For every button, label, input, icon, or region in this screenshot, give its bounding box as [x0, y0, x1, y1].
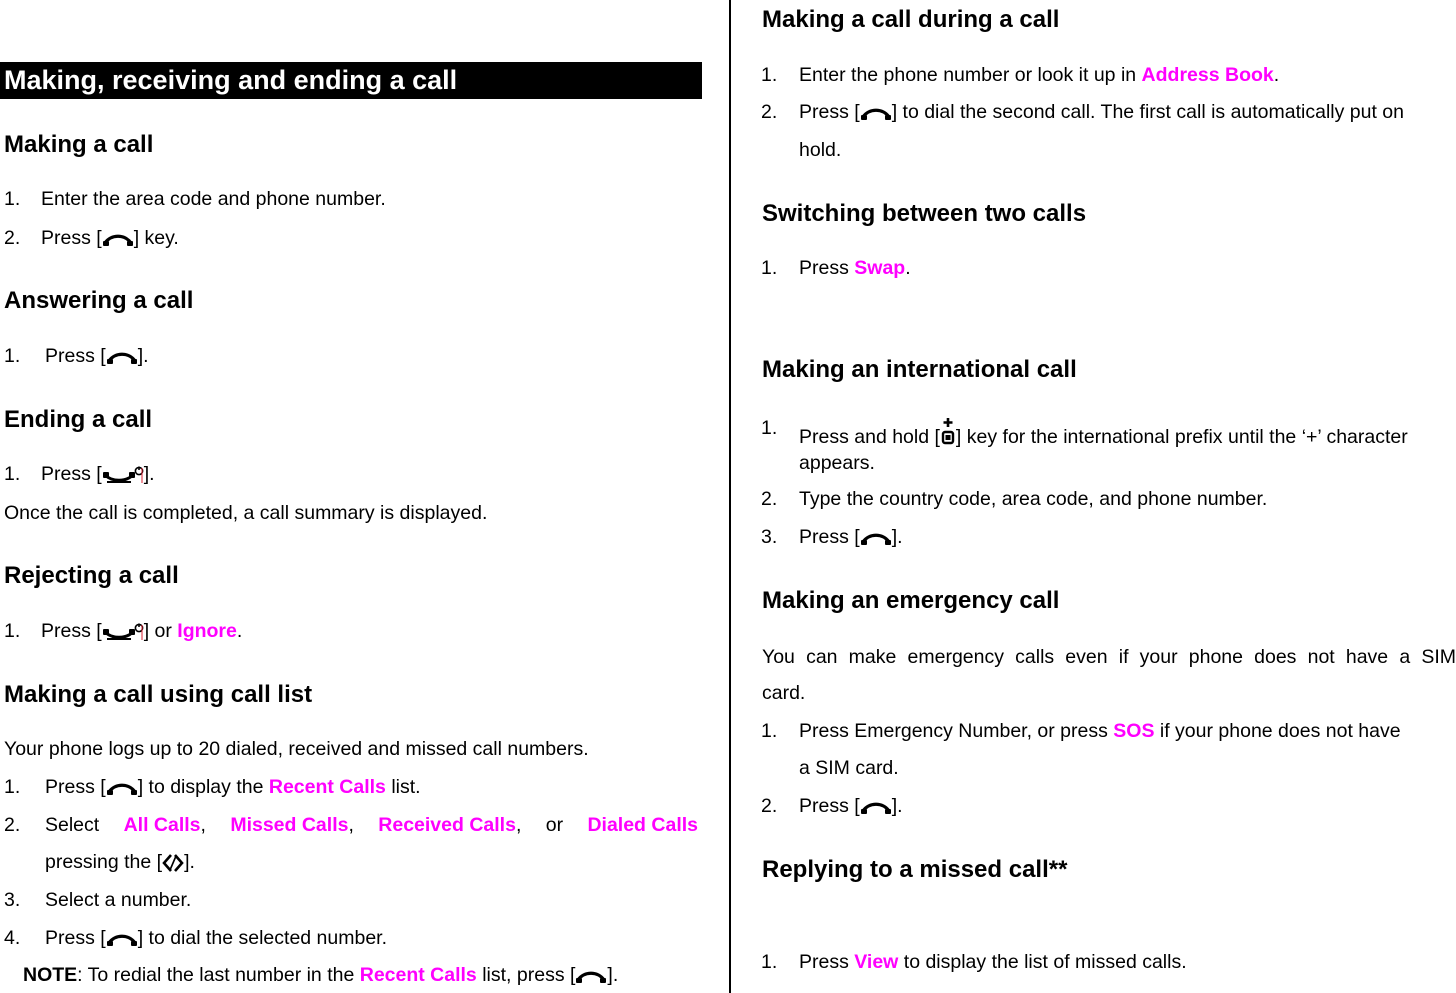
step-text-continuation — [45, 851, 195, 874]
step-text-continuation: appears. — [799, 452, 875, 474]
step-text-pre: Press [ — [41, 227, 102, 249]
column-divider — [729, 0, 731, 993]
note-text-pre: : To redial the last number in the — [77, 964, 360, 986]
step-number: 1. — [4, 345, 21, 367]
step-text — [41, 463, 155, 486]
received-calls-label: Received Calls — [378, 814, 516, 836]
step-text-mid: ] or — [143, 620, 178, 642]
step-text: Select a number. — [45, 889, 192, 911]
step-number: 2. — [4, 227, 21, 249]
redial-note — [23, 964, 618, 987]
end-key-icon — [102, 622, 144, 642]
step-text-pre: Press and hold [ — [799, 426, 940, 448]
step-text-pre: Press [ — [45, 345, 106, 367]
step-number: 1. — [4, 776, 21, 798]
section-banner: Making, receiving and ending a call — [0, 62, 702, 99]
send-key-icon — [860, 104, 892, 122]
nav-key-icon — [162, 853, 184, 873]
step-text-pre: Press — [799, 257, 855, 279]
heading-switching-calls: Switching between two calls — [762, 200, 1087, 227]
note-text-post: ]. — [607, 964, 619, 986]
step-text — [41, 227, 179, 250]
step-text-pre: Press [ — [799, 795, 860, 817]
step-text-pre: Press — [799, 951, 855, 973]
step-text — [45, 927, 387, 950]
step-text-post: . — [236, 620, 243, 642]
step-text-post: list. — [385, 776, 421, 798]
heading-rejecting-a-call: Rejecting a call — [4, 562, 179, 589]
step-number: 1. — [761, 257, 778, 279]
step-text — [799, 257, 911, 280]
dialed-calls-label: Dialed Calls — [587, 814, 698, 836]
step-number: 1. — [4, 188, 21, 210]
heading-answering-a-call: Answering a call — [4, 287, 194, 314]
step-text-pre: Enter the phone number or look it up in — [799, 64, 1142, 86]
heading-call-during-call: Making a call during a call — [762, 6, 1060, 33]
step-text — [799, 795, 903, 818]
step-text-post: ]. — [891, 526, 903, 548]
heading-missed-call: Replying to a missed call** — [762, 856, 1068, 883]
step-text-post: ]. — [891, 795, 903, 817]
end-key-icon — [102, 465, 144, 485]
step-text-pre: Select — [45, 814, 100, 836]
right-column — [732, 0, 1456, 993]
send-key-icon — [106, 348, 138, 366]
ignore-softkey-label: Ignore — [177, 620, 237, 642]
step-number: 3. — [4, 889, 21, 911]
note-text-mid: list, press [ — [476, 964, 576, 986]
step-number: 1. — [761, 64, 778, 86]
step-text-pre: Press [ — [799, 101, 860, 123]
send-key-icon — [860, 798, 892, 816]
recent-calls-label: Recent Calls — [359, 964, 477, 986]
step-number: 2. — [761, 795, 778, 817]
step-text-pre: Press [ — [45, 776, 106, 798]
step-text-pre: Press Emergency Number, or press — [799, 720, 1114, 742]
heading-making-a-call: Making a call — [4, 131, 154, 158]
step-number: 1. — [4, 463, 21, 485]
send-key-icon — [575, 967, 607, 985]
send-key-icon — [102, 230, 134, 248]
emergency-intro-continuation: card. — [762, 682, 806, 704]
send-key-icon — [106, 930, 138, 948]
step-number: 1. — [761, 951, 778, 973]
emergency-intro: You can make emergency calls even if your phone does not have a SIM — [762, 646, 1456, 668]
all-calls-label: All Calls — [123, 814, 201, 836]
address-book-label: Address Book — [1141, 64, 1274, 86]
send-key-icon — [106, 779, 138, 797]
step-text — [799, 720, 1401, 743]
recent-calls-label: Recent Calls — [268, 776, 386, 798]
step-number: 2. — [4, 814, 21, 836]
missed-calls-label: Missed Calls — [230, 814, 349, 836]
ending-note: Once the call is completed, a call summary is displayed. — [4, 502, 488, 524]
step-text-pre: Press [ — [799, 526, 860, 548]
step-text-pre: pressing the [ — [45, 851, 163, 873]
step-number: 1. — [761, 417, 778, 439]
sos-softkey-label: SOS — [1113, 720, 1155, 742]
heading-call-list: Making a call using call list — [4, 681, 313, 708]
note-label: NOTE — [23, 964, 78, 986]
step-text-post: ] to dial the second call. The first call is automatically put on — [891, 101, 1405, 123]
step-number: 2. — [761, 101, 778, 123]
zero-plus-key-icon — [940, 417, 956, 447]
step-text-post: ]. — [137, 345, 149, 367]
step-text-pre: Press [ — [45, 927, 106, 949]
step-number: 2. — [761, 488, 778, 510]
step-text-post: ]. — [184, 851, 195, 873]
step-number: 1. — [4, 620, 21, 642]
step-text — [799, 417, 1408, 449]
left-column — [0, 0, 704, 993]
swap-softkey-label: Swap — [854, 257, 906, 279]
step-number: 3. — [761, 526, 778, 548]
call-list-intro: Your phone logs up to 20 dialed, received and missed call numbers. — [4, 738, 589, 760]
step-text-post: ] key for the international prefix until the ‘+’ character — [955, 426, 1408, 448]
step-text-post: ] to dial the selected number. — [137, 927, 388, 949]
step-text-continuation: hold. — [799, 139, 842, 161]
heading-emergency-call: Making an emergency call — [762, 587, 1060, 614]
step-text-post: to display the list of missed calls. — [898, 951, 1187, 973]
step-text — [45, 776, 421, 799]
step-text-or: or — [545, 814, 564, 836]
step-text-post: ]. — [143, 463, 155, 485]
step-text: Type the country code, area code, and phone number. — [799, 488, 1268, 510]
step-text-post: if your phone does not have — [1154, 720, 1401, 742]
step-text-post: . — [1273, 64, 1280, 86]
step-text — [799, 101, 1404, 124]
send-key-icon — [860, 529, 892, 547]
step-number: 1. — [761, 720, 778, 742]
heading-international-call: Making an international call — [762, 356, 1077, 383]
step-text-post: . — [905, 257, 911, 279]
step-number: 4. — [4, 927, 21, 949]
step-text-post: ] key. — [133, 227, 179, 249]
step-text-mid: ] to display the — [137, 776, 269, 798]
heading-ending-a-call: Ending a call — [4, 406, 153, 433]
step-text — [799, 951, 1187, 974]
view-softkey-label: View — [854, 951, 899, 973]
step-text: Enter the area code and phone number. — [41, 188, 386, 210]
step-text — [799, 526, 903, 549]
step-text — [45, 345, 149, 368]
step-text — [41, 620, 242, 643]
step-text-pre: Press [ — [41, 620, 102, 642]
step-text — [799, 64, 1279, 87]
step-text-continuation: a SIM card. — [799, 757, 899, 779]
step-text: Select All Calls, Missed Calls, Received Calls, or Dialed Calls — [45, 814, 698, 836]
step-text-pre: Press [ — [41, 463, 102, 485]
